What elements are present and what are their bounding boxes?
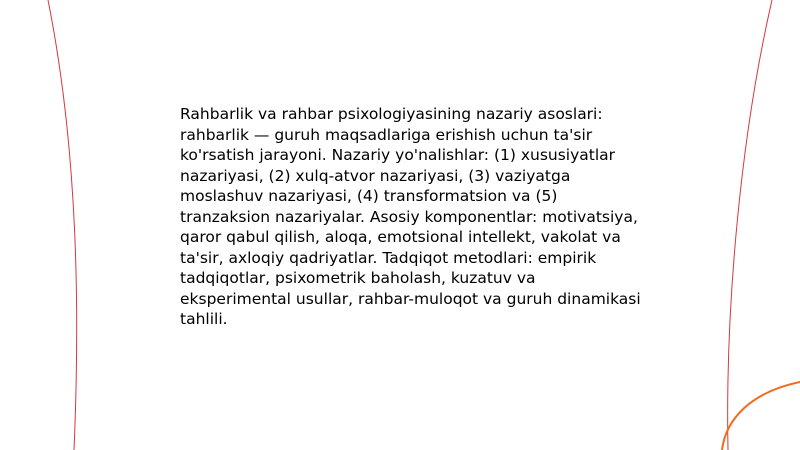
left-curve-line [48,0,77,450]
slide-body-text: Rahbarlik va rahbar psixologiyasining nazariy asoslari: rahbarlik — guruh maqsadlariga erishish uchun ta'sir ko'rsatish jarayoni. Nazariy yo'nalishlar: (1) xususiyatlar nazariyasi, (2) xulq-atvor nazariyasi, (3) vaziyatga moslashuv nazariyasi, (4) transformatsion va (5) tranzaksion nazariyalar. Asosiy komponentlar: motivatsiya, qaror qabul qilish, aloqa, emotsional intellekt, vakolat va ta'sir, axloqiy qadriyatlar. Tadqiqot metodlari: empirik tadqiqotlar, psixometrik baholash, kuzatuv va eksperimental usullar, rahbar-muloqot va guruh dinamikasi tahlili. [180,105,641,328]
orange-arc [722,382,800,450]
right-curve-line [728,0,772,450]
